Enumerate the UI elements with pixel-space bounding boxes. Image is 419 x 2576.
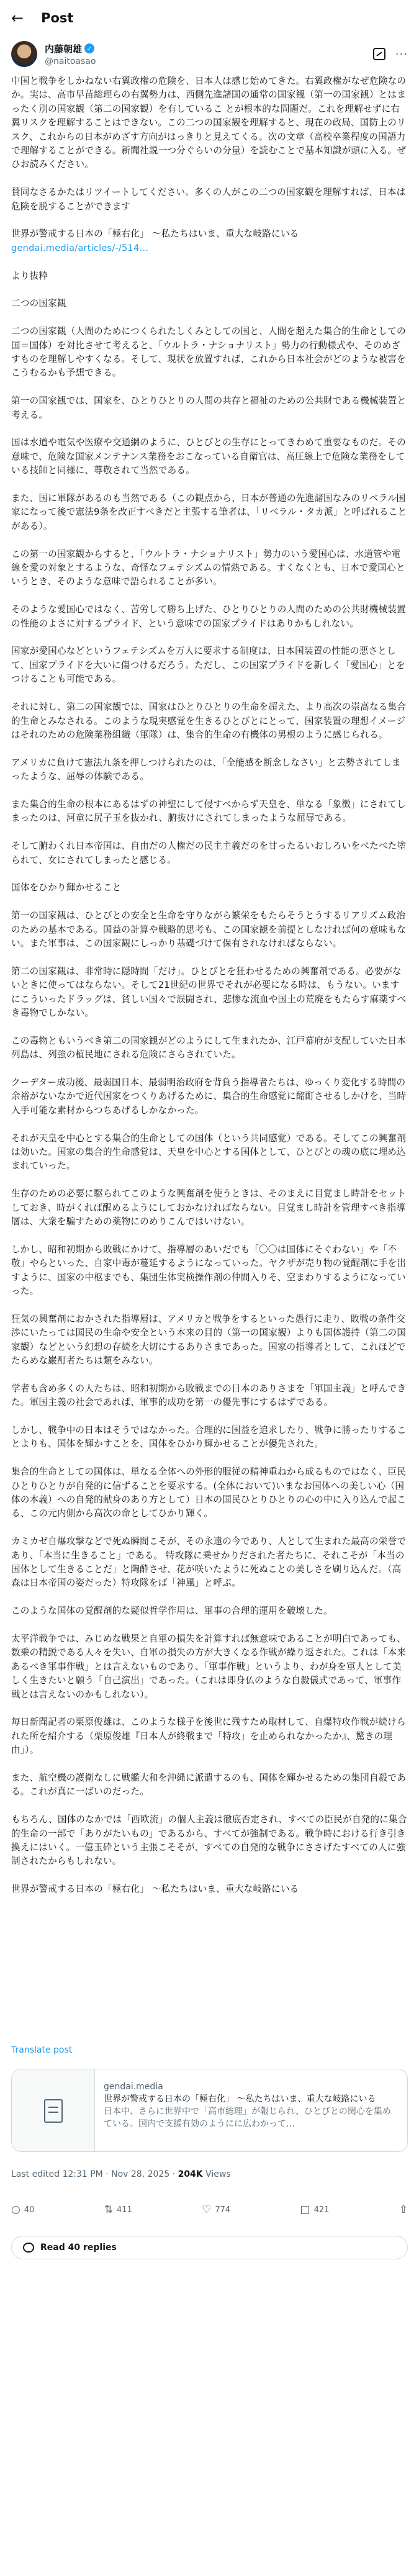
reply-icon: ○ xyxy=(11,2203,20,2216)
post-paragraph: この第一の国家観からすると、「ウルトラ・ナショナリスト」勢力のいう愛国心は、水道管や電線を愛の対象とするような、奇怪なフェテシズムの情熱である。すくなくとも、日本で愛国心というとき、そのような意味で語られることが多い。 xyxy=(11,548,405,587)
post-paragraph: 第二の国家観は、非常時に隠時間「だけ」。ひとびとを狂わせるための興奮剤である。必要がないときに使ってはならない。そして21世紀の世界でそれが必要になる時は、もうない。いますにこういったドラッグは、貧しい国々で誤闘され、悲惨な流血や国土の荒廃をもたらす麻薬すべき毒物でしかない。 xyxy=(11,965,407,1018)
post-paragraph: 世界が警戒する日本の「極右化」 ～私たちはいま、重大な岐路にいる xyxy=(11,1884,299,1895)
post-paragraph: アメリカに負けて憲法九条を押しつけられたのは、「全能感を断念しなさい」と去勢されてしまったような、屈辱の体験である。 xyxy=(11,757,401,782)
card-description: 日本中、さらに世界中で「高市総理」が報じられ、ひとびとの関心を集めている。国内で支援有効のようにに広わかって… xyxy=(104,2107,391,2129)
post-paragraph: 狂気の興奮剤におかされた指導層は、アメリカと戦争をするといった愚行に走り、敗戦の条件交渉にいたっては国民の生命や安全という本来の目的（第一の国家観）よりも国体護持（第二の国家観）などという幻想の存続を大切にするありさまであった。国家の指導者として、これほどでたらめな巌酊者たちは類をみない。 xyxy=(11,1313,407,1366)
post-meta xyxy=(11,2169,408,2182)
more-options-icon[interactable]: ··· xyxy=(395,47,408,61)
post-paragraph: 二つの国家観（人間のためにつくられたしくみとしての国と、人間を超えた集合的生命としての国＝国体）を対比させて考えると、「ウルトラ・ナショナリスト」勢力の行動様式や、そのめざすものを理解しやすくなる。そして、現状を放置すれば、これから日本社会がどのような被害をこうむるかも予想できる。 xyxy=(11,326,406,379)
read-replies-button[interactable] xyxy=(11,2236,408,2259)
speech-bubble-icon xyxy=(23,2243,34,2253)
post-paragraph: 中国と戦争をしかねない右翼政権の危険を、日本人は感じ始めてきた。右翼政権がなぜ危険なのか。実は、高市早苗総理らの右翼勢力は、西側先進諸国の通常の国家観（第一の国家観）とはまったく別の国家観（第二の国家観）を有しているこ とが根本的な問題だ。これを理解せずに右翼リスクを理解することはできない。この二つの国家観を理解すると、現在の政局、国防上のリスク、これからの日本がめざす方向がはっきりと見えてくる。次の文章（高校卒業程度の国語力で理解することができる。新聞社説一つ分ぐらいの分量）を読むことで基本知識が頭に入る。ぜひお読みください。 xyxy=(11,76,407,170)
post-paragraph: 国家が愛国心などというフェテシズムを万人に要求する制度は、日本国装置の性能の悪さとして、国家プライドを大いに傷つけるだろう。ただし、この国家プライドを新しく「愛国心」とをつけることも可能である。 xyxy=(11,646,405,685)
post-paragraph: また集合的生命の根本にあるはずの神聖にして侵すべからず天皇を、単なる「象徴」にされてしまったのは、河童に尻子玉を抜かれ、腑抜けにされてしまったような屈辱である。 xyxy=(11,798,406,824)
bookmark-button[interactable] xyxy=(300,2203,330,2216)
post-paragraph: また、航空機の護衛なしに戦艦大和を沖縄に派遣するのも、国体を輝かせるための集団自殺である。これが真に一ばいのだった。 xyxy=(11,1773,407,1797)
reply-count: 40 xyxy=(24,2205,35,2215)
post-paragraph: もちろん、国体のなかでは「西欧流」の個人主義は徹底否定され、すべての臣民が自発的に集合的生命の一部で「ありがたいもの」であるから、すべてが強制である。戦争時における行き引き換えにはいく。一億玉砕という主張こそそが、すべての自発的な戦争にささげたすべての人に強制されたからもしれない。 xyxy=(11,1814,407,1867)
post-author xyxy=(0,36,419,75)
repost-button[interactable] xyxy=(104,2203,132,2216)
author-handle[interactable]: @naitoasao xyxy=(45,56,96,66)
post-paragraph: カミカゼ自爆攻撃などで死ぬ瞬間こそが、その永遠の今であり、人として生まれた最高の栄誉であり、「本当に生きること」である。 特攻隊に乗せかりだされた者たちに、それこそが「本当の国体として生きることだ」と陶酔させ、花が咲いたように死ぬことの美しさを刷り込んだ。（高森は日本帝国の姿だった）特攻隊をば「神風」と呼ぶ。 xyxy=(11,1536,407,1589)
action-bar xyxy=(0,2192,419,2227)
post-timestamp[interactable]: Last edited 12:31 PM · Nov 28, 2025 · xyxy=(11,2169,178,2179)
document-icon xyxy=(44,2099,63,2123)
post-paragraph: 国は水道や電気や医療や交通網のように、ひとびとの生存にとってきわめて重要なものだ。その意味で、危険な国家メンテナンス業務をおこなっている自衛官は、高圧線上で危険な業務をしている技師と同様に、尊敬されて当然である。 xyxy=(11,437,406,476)
page-title: Post xyxy=(41,11,74,25)
author-display-name[interactable]: 内藤朝雄 xyxy=(45,43,83,55)
post-paragraph: 学者も含め多くの人たちは、昭和初期から敗戦までの日本のありさまを「軍国主義」と呼んできた。軍国主義の社会であれば、軍事的成功を第一の優先事にするはずである。 xyxy=(11,1383,407,1408)
post-paragraph: 第一の国家観では、国家を、ひとりひとりの人間の共存と福祉のための公共財である機械装置と考える。 xyxy=(11,395,407,420)
bookmark-count: 421 xyxy=(313,2205,330,2215)
read-replies-label: Read 40 replies xyxy=(40,2243,117,2253)
section-heading: 国体をひかり輝かせること xyxy=(11,882,122,893)
post-paragraph: 太平洋戦争では、みじめな戦果と自軍の損失を計算すれば無意味であることが明白であっても、数乗の精鋭である人々を失い、自軍の損失の方が大きくなる作戦が繰り返された。これは「本来あるべき軍事作戦」とは言えないものであり、「軍事作戦」というより、わが身を軍人として美しく生きたいと願う「自己演出」であった。（これは即身仏のような自殺儀式であって、軍事作戦とは言えないのかもしれない）。 xyxy=(11,1634,407,1700)
post-paragraph: クーデター成功後、最弱国日本、最弱明治政府を背負う指導者たちは、ゆっくり変化する時間の余裕がないなかで近代国家をつくりあげるために、集合的生命感覚に酩酊させるしかけを、当時入手可能な素材からつちあげるしかなかった。 xyxy=(11,1077,407,1116)
post-paragraph: 毎日新聞記者の栗原俊雄は、このような様子を後世に残すため取材して、自爆特攻作戦が続けられた所を紹介する（栗原俊雄『日本人が終戦まで「特攻」を止められなかったか』、驚きの理由」）。 xyxy=(11,1717,406,1756)
top-bar xyxy=(0,0,419,36)
post-paragraph: 世界が警戒する日本の「極右化」 ～私たちはいま、重大な岐路にいる xyxy=(11,228,299,240)
post-paragraph: そのような愛国心ではなく、苦労して勝ち上げた、ひとりひとりの人間のための公共財機械装置の性能のよさに対するプライド、という意味での国家プライドはありかもしれない。 xyxy=(11,604,406,629)
card-thumbnail xyxy=(12,2069,95,2152)
post-paragraph: それが天皇を中心とする集合的生命としての国体（という共同感覚）である。そしてこの興奮剤は効いた。国家の集合的生命感覚は、天皇を中心とする国体として、ひとびとの魂の底に埋め込まれていった。 xyxy=(11,1132,407,1172)
post-paragraph: 第一の国家観は、ひとびとの安全と生命を守りながら繁栄をもたらそうとうするリアリズム政治のための基本である。国益の計算や戦略的思考も、この国家観を前提としなければ何の意味もない。また軍事は、この国家観にしっかり基礎づけて保有されなければならない。 xyxy=(11,910,407,949)
post-paragraph: このような国体の覚醒剤的な疑似哲学作用は、軍事の合理的運用を破壊した。 xyxy=(11,1606,333,1617)
author-names xyxy=(45,42,373,66)
repost-count: 411 xyxy=(116,2205,132,2215)
link-preview-card[interactable] xyxy=(11,2069,408,2152)
post-body xyxy=(0,75,419,2044)
article-link[interactable] xyxy=(11,242,408,255)
article-link-text[interactable]: gendai.media/articles/-/514… xyxy=(11,242,149,253)
name-row xyxy=(45,42,373,55)
post-paragraph: そして腑わくれ日本帝国は、自由だの人権だの民主主義だのを甘ったるいおしろいをべたべた塗られて、女にされてしまったと感じる。 xyxy=(11,841,407,865)
translate-post-link[interactable]: Translate post xyxy=(11,2045,73,2055)
post-paragraph: また、国に軍隊があるのも当然である（この観点から、日本が普通の先進諸国なみのリベラル国家になって後で憲法9条を改正すべきだと主張する筆者は、「リベラル・タカ派」と呼ばれることがある）。 xyxy=(11,493,407,531)
share-button[interactable] xyxy=(399,2203,408,2216)
post-paragraph: しかし、戦争中の日本はそうではなかった。合理的に国益を追求したり、戦争に勝ったりすることよりも、国体を輝かすことを、国体をひかり輝かせることが優先された。 xyxy=(11,1425,407,1450)
card-info xyxy=(95,2069,407,2151)
views-count: 204K xyxy=(178,2169,203,2179)
like-count: 774 xyxy=(215,2205,231,2215)
post-paragraph: 集合的生命としての国体は、単なる全体への外形的服従の精神重ねから成るものではなく、臣民ひとりひとりが自発的に信ずることを要求する。(全体において)いまなお国体への美しい心（国体の本義）への自発的献身のあり方として）日本の国民ひとりひとりの心の中に入り込んで起こる、この元内側から高次の命としてひかり輝く。 xyxy=(11,1467,407,1519)
like-button[interactable] xyxy=(202,2203,230,2216)
card-title: 世界が警戒する日本の「極右化」 ～私たちはいま、重大な岐路にいる xyxy=(104,2094,376,2104)
post-paragraph: 賛同なさるかたはリツイートしてください。多くの人がこの二つの国家観を理解すれば、日本は危険を脱することができます xyxy=(11,187,406,212)
grok-icon[interactable] xyxy=(373,48,385,60)
section-heading: 二つの国家観 xyxy=(11,298,66,309)
post-paragraph: この毒物ともいうべき第二の国家観がどのようにして生まれたか、江戸幕府が支配していた日本列島は、列強の植民地にされる危険にさらされていた。 xyxy=(11,1035,407,1060)
avatar[interactable] xyxy=(11,41,37,67)
heart-icon: ♡ xyxy=(202,2203,212,2216)
post-paragraph: それに対し、第二の国家観では、国家はひとりひとりの生命を超えた、より高次の崇高なる集合的生命とみなされる。このような現実感覚を生きるひとびとにとって、国家装置の理想イメージはそれのための危険業務組織（軍隊）は、集合的生命の有機体の男根のように感じられる。 xyxy=(11,702,407,740)
post-paragraph: 生存のための必要に駆られてこのような興奮剤を使うときは、そのまえに目覚まし時計をセットしておき、時がくれば醒めるようにしておかなければならない。目覚まし時計を管理すべき指導層は、大衆を騙すための薬物にのめりこんではいけない。 xyxy=(11,1188,407,1227)
bookmark-icon: □ xyxy=(300,2203,310,2216)
share-icon: ⇧ xyxy=(399,2203,408,2216)
reply-button[interactable] xyxy=(11,2203,34,2216)
card-domain: gendai.media xyxy=(104,2082,163,2092)
repost-icon: ⇅ xyxy=(104,2203,113,2216)
views-label: Views xyxy=(202,2169,231,2179)
post-paragraph: しかし、昭和初期から敗戦にかけて、指導層のあいだでも「〇〇は国体にそぐわない」や「不敬」やらといった、自家中毒が蔓延するようになっていった。ヤクザが売り物の覚醒剤に手を出すように、国家の中枢までも、集団生体実検操作剤の仲間入りそ、空まわりするようになっていった。 xyxy=(11,1244,407,1296)
post-paragraph: より抜粋 xyxy=(11,270,48,281)
arrow-left-icon[interactable]: ← xyxy=(11,9,24,27)
verified-badge-icon: ✓ xyxy=(84,43,94,53)
